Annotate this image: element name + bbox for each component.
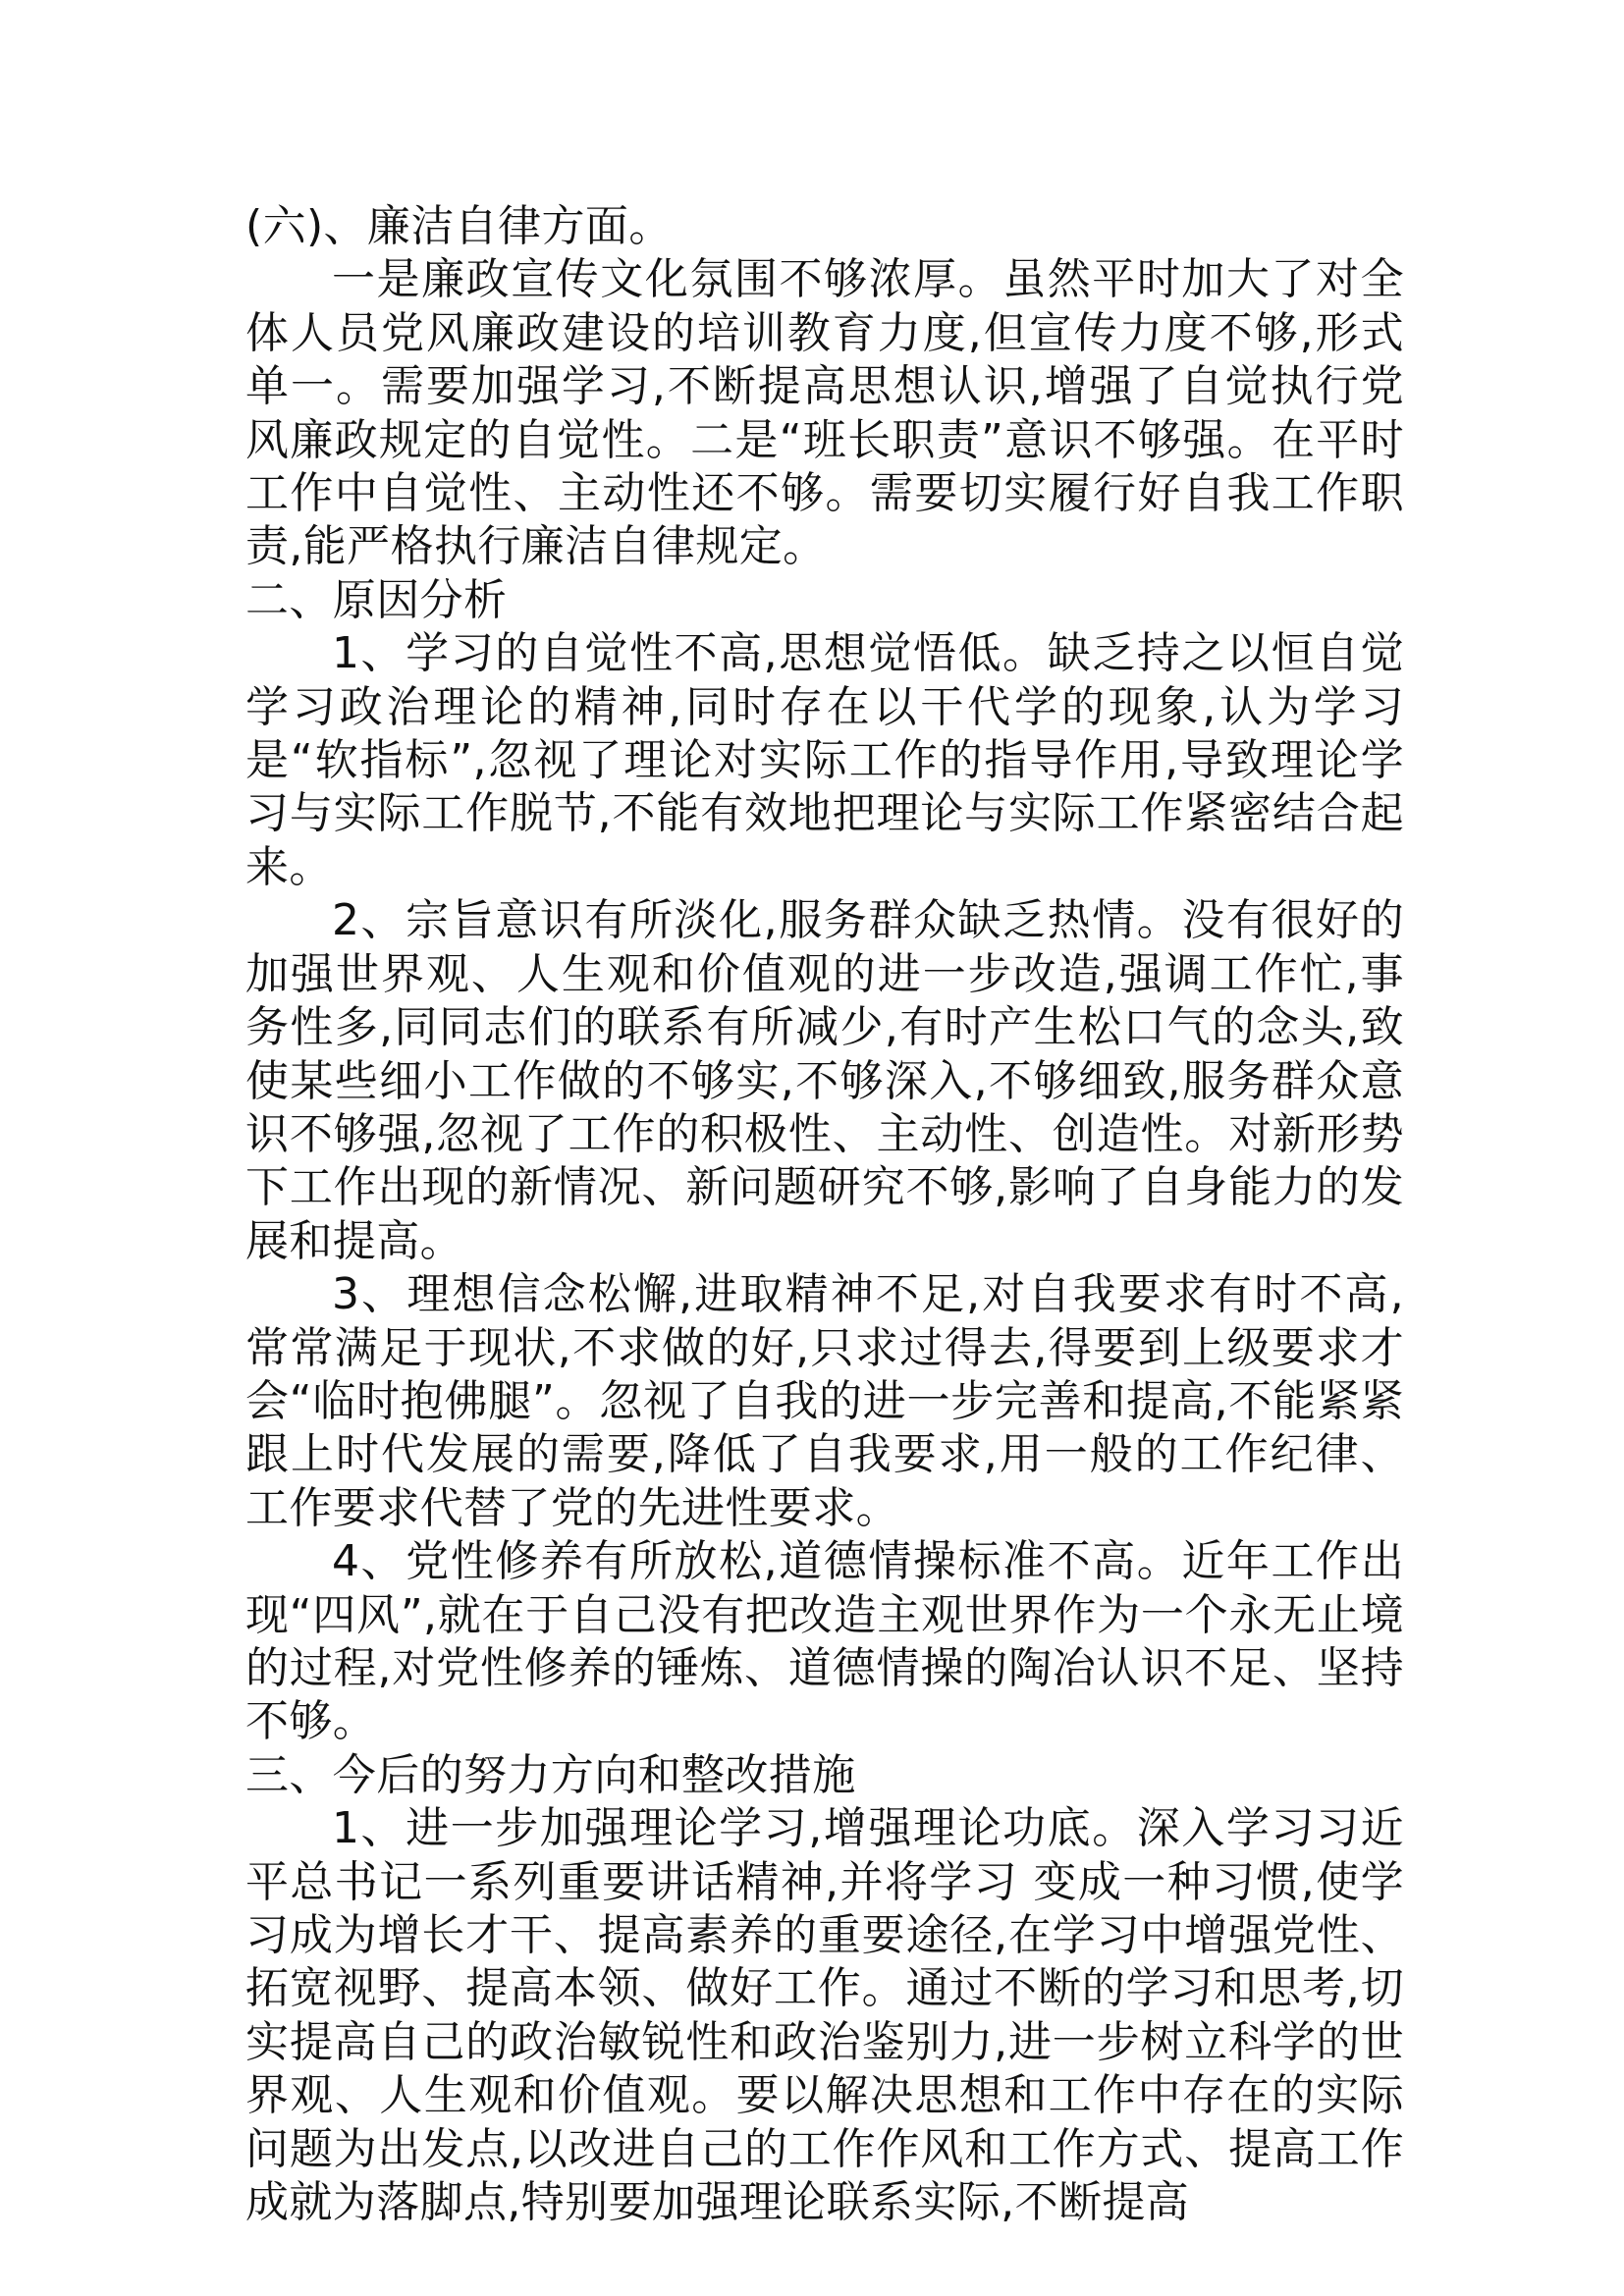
paragraph-cause-2: 2、宗旨意识有所淡化,服务群众缺乏热情。没有很好的加强世界观、人生观和价值观的进一步改造,强调工作忙,事务性多,同同志们的联系有所减少,有时产生松口气的念头,致使某些细小工作做的不够实,不够深入,不够细致,服务群众意识不够强,忽视了工作的积极性、主动性、创造性。对新形势下工作出现的新情况、新问题研究不够,影响了自身能力的发展和提高。 (245, 895, 1404, 1266)
document-body (245, 200, 1404, 2229)
paragraph-integrity-issues: 一是廉政宣传文化氛围不够浓厚。虽然平时加大了对全体人员党风廉政建设的培训教育力度,但宣传力度不够,形式单一。需要加强学习,不断提高思想认识,增强了自觉执行党风廉政规定的自觉性。二是“班长职责”意识不够强。在平时工作中自觉性、主动性还不够。需要切实履行好自我工作职责,能严格执行廉洁自律规定。 (245, 254, 1404, 572)
section-heading-rectification: 三、今后的努力方向和整改措施 (245, 1749, 856, 1800)
paragraph-cause-1: 1、学习的自觉性不高,思想觉悟低。缺乏持之以恒自觉学习政治理论的精神,同时存在以干代学的现象,认为学习是“软指标”,忽视了理论对实际工作的指导作用,导致理论学习与实际工作脱节,不能有效地把理论与实际工作紧密结合起来。 (245, 628, 1404, 892)
section-heading-cause-analysis: 二、原因分析 (245, 574, 508, 625)
paragraph-rectification-1: 1、进一步加强理论学习,增强理论功底。深入学习习近平总书记一系列重要讲话精神,并将学习 变成一种习惯,使学习成为增长才干、提高素养的重要途径,在学习中增强党性、拓宽视野、提高本领、做好工作。通过不断的学习和思考,切实提高自己的政治敏锐性和政治鉴别力,进一步树立科学的世界观、人生观和价值观。要以解决思想和工作中存在的实际问题为出发点,以改进自己的工作作风和工作方式、提高工作成就为落脚点,特别要加强理论联系实际,不断提高 (245, 1803, 1404, 2228)
section-heading-integrity: (六)、廉洁自律方面。 (245, 201, 673, 251)
paragraph-cause-4: 4、党性修养有所放松,道德情操标准不高。近年工作出现“四风”,就在于自己没有把改造主观世界作为一个永无止境的过程,对党性修养的锤炼、道德情操的陶冶认识不足、坚持不够。 (245, 1536, 1404, 1747)
paragraph-cause-3: 3、理想信念松懈,进取精神不足,对自我要求有时不高,常常满足于现状,不求做的好,只求过得去,得要到上级要求才会“临时抱佛腿”。忽视了自我的进一步完善和提高,不能紧紧跟上时代发展的需要,降低了自我要求,用一般的工作纪律、 工作要求代替了党的先进性要求。 (245, 1269, 1404, 1533)
